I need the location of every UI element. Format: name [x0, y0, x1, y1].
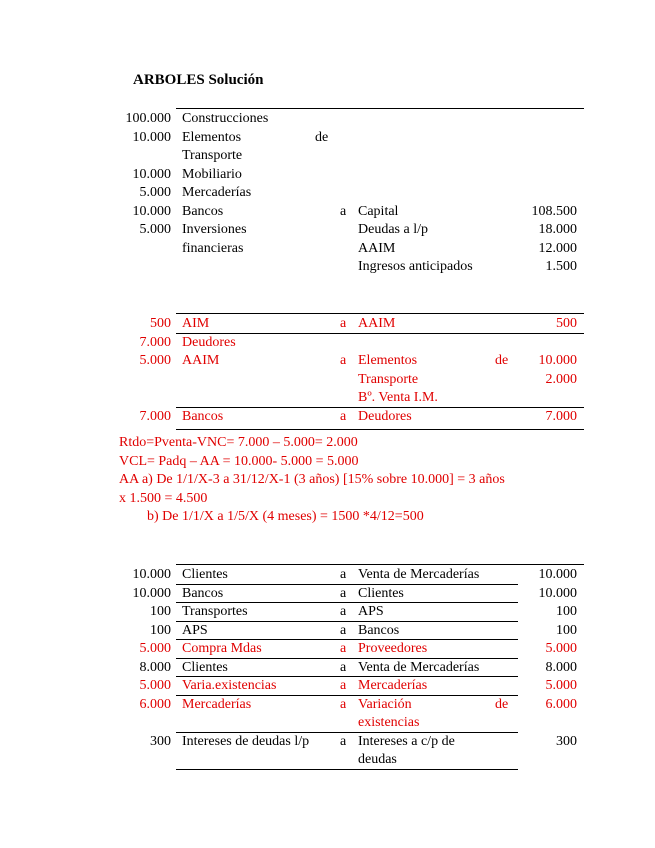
debit-amount: 5.000: [139, 641, 171, 656]
accumulated-amortization-b: b) De 1/1/X a 1/5/X (4 meses) = 1500 *4/12=500: [147, 509, 424, 524]
credit-account-connector: de: [495, 353, 509, 368]
ledger-row: [110, 110, 580, 129]
credit-marker: a: [340, 696, 347, 712]
debit-amount: 5.000: [139, 353, 171, 368]
net-book-value-calculation: VCL= Padq – AA = 10.000- 5.000 = 5.000: [119, 453, 359, 469]
credit-amount: 12.000: [538, 240, 577, 256]
ledger-row: [110, 585, 580, 604]
credit-amount: 10.000: [538, 353, 577, 368]
entry-top-rule: [176, 564, 584, 565]
debit-amount: 500: [150, 316, 171, 331]
credit-account: Elementos: [358, 353, 418, 368]
debit-amount: 7.000: [139, 334, 171, 350]
ledger-row: [110, 677, 580, 696]
credit-amount: 10.000: [538, 567, 577, 582]
credit-amount: 6.000: [545, 696, 577, 712]
credit-amount: 2.000: [545, 371, 577, 387]
credit-amount: 300: [556, 733, 577, 749]
credit-marker: a: [340, 641, 347, 656]
credit-amount: 5.000: [545, 678, 577, 693]
debit-account: AIM: [182, 316, 210, 331]
ledger-row: [110, 751, 580, 770]
debit-amount: 7.000: [139, 408, 171, 424]
credit-marker: a: [340, 585, 347, 601]
calculation-notes: [119, 434, 589, 527]
entry-separator-rule: [176, 769, 518, 770]
credit-account: APS: [358, 604, 384, 619]
credit-account: Variación: [358, 696, 412, 712]
result-calculation: Rtdo=Pventa-VNC= 7.000 – 5.000= 2.000: [119, 435, 358, 450]
debit-account: Intereses de deudas l/p: [182, 733, 310, 749]
credit-account: Clientes: [358, 585, 404, 601]
ledger-row: [110, 129, 580, 148]
credit-marker: a: [340, 316, 347, 331]
ledger-row: [110, 166, 580, 185]
debit-amount: 5.000: [139, 678, 171, 693]
credit-account: AAIM: [358, 240, 396, 256]
debit-amount: 10.000: [132, 567, 171, 582]
ledger-row: [110, 622, 580, 641]
ledger-row: [110, 408, 580, 427]
entry-top-rule: [176, 313, 584, 314]
ledger-row: [110, 696, 580, 715]
debit-amount: 10.000: [132, 129, 171, 145]
ledger-row: [110, 147, 580, 166]
ledger-row: [110, 334, 580, 353]
credit-account: Deudas a l/p: [358, 222, 428, 237]
debit-amount: 10.000: [132, 585, 171, 601]
credit-account: existencias: [358, 715, 420, 730]
debit-account: Bancos: [182, 203, 224, 219]
debit-account: Mobiliario: [182, 166, 242, 182]
credit-account: Transporte: [358, 371, 419, 387]
credit-marker: a: [340, 203, 347, 219]
debit-amount: 10.000: [132, 203, 171, 219]
ledger-row: [110, 240, 580, 259]
debit-account: Deudores: [182, 334, 236, 350]
debit-amount: 300: [150, 733, 171, 749]
credit-amount: 1.500: [545, 259, 577, 274]
debit-account: Clientes: [182, 567, 228, 582]
credit-account: Bancos: [358, 622, 400, 638]
debit-account: Varia.existencias: [182, 678, 277, 693]
debit-account: Mercaderías: [182, 696, 252, 712]
credit-amount: 100: [556, 604, 577, 619]
debit-account: Inversiones: [182, 222, 247, 237]
debit-account: Elementos: [182, 129, 242, 145]
accumulated-amortization-a-result: x 1.500 = 4.500: [119, 490, 208, 506]
debit-amount: 100: [150, 604, 171, 619]
ledger-row: [110, 733, 580, 752]
credit-account: Deudores: [358, 408, 412, 424]
credit-account: deudas: [358, 752, 397, 767]
ledger-row: [110, 714, 580, 733]
credit-marker: a: [340, 567, 347, 582]
debit-account: Mercaderías: [182, 185, 252, 200]
debit-account: Bancos: [182, 408, 224, 424]
credit-marker: a: [340, 353, 347, 368]
debit-account: Construcciones: [182, 111, 269, 126]
credit-account: Venta de Mercaderías: [358, 567, 480, 582]
debit-amount: 100.000: [125, 111, 171, 126]
debit-account: Transportes: [182, 604, 248, 619]
credit-amount: 10.000: [538, 585, 577, 601]
debit-account-connector: de: [315, 129, 329, 145]
credit-marker: a: [340, 622, 347, 638]
credit-account: AAIM: [358, 316, 396, 331]
ledger-row: [110, 315, 580, 334]
credit-marker: a: [340, 678, 347, 693]
ledger-row: [110, 566, 580, 585]
credit-account: Ingresos anticipados: [358, 259, 473, 274]
entry-top-rule: [176, 108, 584, 109]
debit-amount: 10.000: [132, 166, 171, 182]
entry-bottom-rule: [176, 429, 584, 430]
debit-amount: 5.000: [139, 185, 171, 200]
journal-entry-opening: [110, 110, 580, 277]
credit-amount: 8.000: [545, 659, 577, 675]
debit-amount: 6.000: [139, 696, 171, 712]
ledger-row: [110, 258, 580, 277]
accumulated-amortization-a: AA a) De 1/1/X-3 a 31/12/X-1 (3 años) [15% sobre 10.000] = 3 años: [119, 472, 505, 487]
ledger-row: [110, 603, 580, 622]
debit-amount: 5.000: [139, 222, 171, 237]
credit-amount: 108.500: [531, 203, 577, 219]
debit-account: Clientes: [182, 659, 228, 675]
credit-account-connector: de: [495, 696, 509, 712]
credit-marker: a: [340, 733, 347, 749]
credit-account: Mercaderías: [358, 678, 428, 693]
ledger-row: [110, 371, 580, 390]
credit-account: Venta de Mercaderías: [358, 659, 480, 675]
credit-account: Proveedores: [358, 641, 428, 656]
ledger-row: [110, 659, 580, 678]
ledger-row: [110, 184, 580, 203]
ledger-row: [110, 389, 580, 408]
ledger-row: [110, 203, 580, 222]
page-title: ARBOLES Solución: [133, 72, 264, 88]
debit-amount: 8.000: [139, 659, 171, 675]
credit-account: Bº. Venta I.M.: [358, 390, 438, 405]
ledger-row: [110, 640, 580, 659]
credit-marker: a: [340, 408, 347, 424]
debit-account: financieras: [182, 240, 244, 256]
credit-account: Intereses a c/p de: [358, 733, 455, 749]
ledger-row: [110, 221, 580, 240]
credit-account: Capital: [358, 203, 399, 219]
credit-amount: 500: [556, 316, 577, 331]
credit-amount: 18.000: [538, 222, 577, 237]
debit-account: APS: [182, 622, 208, 638]
debit-amount: 100: [150, 622, 171, 638]
debit-account: Compra Mdas: [182, 641, 262, 656]
credit-amount: 5.000: [545, 641, 577, 656]
journal-entry-sale-of-asset: [110, 315, 580, 426]
journal-entry-operations: [110, 566, 580, 770]
credit-amount: 7.000: [545, 408, 577, 424]
debit-account: Transporte: [182, 148, 243, 163]
credit-marker: a: [340, 604, 347, 619]
debit-account: Bancos: [182, 585, 224, 601]
credit-marker: a: [340, 659, 347, 675]
ledger-row: [110, 352, 580, 371]
debit-account: AAIM: [182, 353, 220, 368]
credit-amount: 100: [556, 622, 577, 638]
